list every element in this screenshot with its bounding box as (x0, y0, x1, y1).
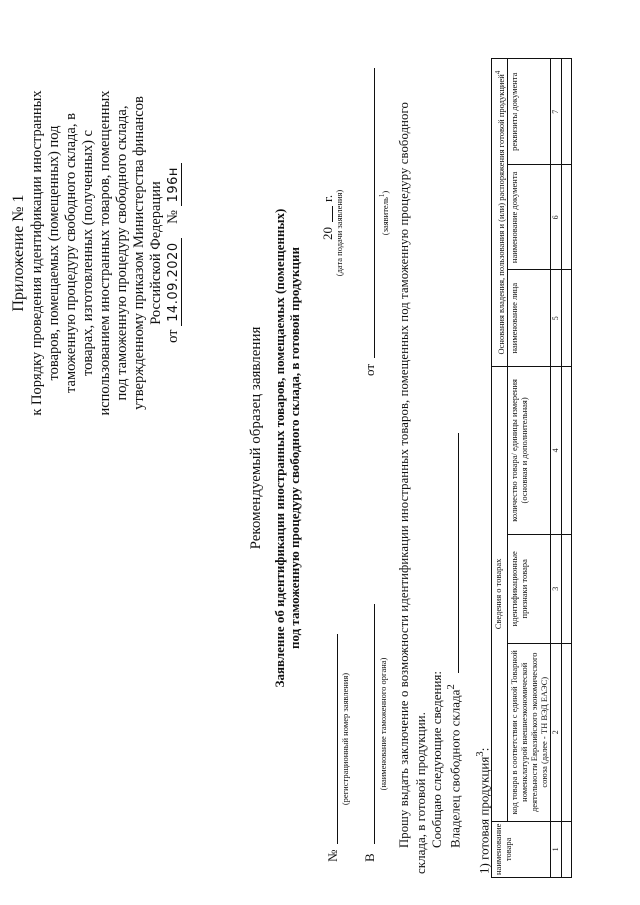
table-group-basis: Основания владения, пользования и (или) распоряжения готовой продукцией$^4$ (492, 59, 508, 367)
appendix-number: Приложение № 1 (10, 194, 27, 312)
request-text-cont: склада, в готовой продукции. (413, 712, 428, 874)
table-header-cell: наименование лица (507, 270, 550, 367)
request-text: Прошу выдать заключение о возможности идентификации иностранных товаров, помещенных под таможенную процедуру свободного (397, 102, 411, 848)
order-no-label: № (165, 210, 181, 224)
date-year-prefix: 20 (320, 227, 335, 240)
appendix-line: товарах, изготовленных (полученных) с (80, 130, 96, 376)
appendix-line: утвержденному приказом Министерства финансов (131, 96, 147, 410)
applicant-line (374, 68, 375, 358)
table-header-cell: количество товара/ единицы измерения (основная и дополнительная) (507, 367, 550, 534)
reg-number-caption: (регистрационный номер заявления) (340, 672, 350, 806)
column-number: 7 (550, 59, 561, 165)
footnote-marker: 2 (445, 684, 457, 690)
reg-number-prefix: № (325, 849, 340, 862)
table-header-cell: идентификационные признаки товара (507, 534, 550, 643)
owner-line (458, 433, 459, 673)
report-text: Сообщаю следующие сведения: (429, 670, 444, 848)
appendix-line: Российской Федерации (148, 181, 164, 325)
column-number: 6 (550, 165, 561, 270)
table-number-row (550, 59, 561, 878)
footnote-marker: 3 (474, 751, 486, 757)
recommended-sample-label: Рекомендуемый образец заявления (248, 326, 264, 550)
appendix-line: под таможенную процедуру свободного склада, (114, 105, 130, 401)
footnote-marker: 4 (494, 70, 502, 75)
statement-title-line: Заявление об идентификации иностранных товаров, помещаемых (помещенных) (272, 208, 287, 688)
appendix-block (10, 38, 182, 468)
order-prefix: от (165, 329, 181, 343)
owner-label: Владелец свободного склада$^2$ (445, 684, 463, 848)
statement-title (272, 148, 302, 748)
table-row (561, 59, 571, 878)
appendix-line: таможенную процедуру свободного склада, в (63, 113, 79, 393)
appendix-line: товаров, помещаемых (помещенных) под (46, 125, 62, 381)
goods-table (491, 58, 572, 878)
column-number: 4 (550, 367, 561, 534)
rotated-document-page (0, 28, 600, 888)
table-header-cell: код товара в соответствии с единой Товарной номенклатурой внешнеэкономической деятельности Евразийского экономического союза (далее - ТН ВЭД ЕАЭС) (507, 643, 550, 821)
customs-caption: (наименование таможенного органа) (378, 657, 388, 791)
column-number: 1 (550, 821, 561, 877)
table-header-cell: наименование товара (492, 821, 551, 877)
table-header-cell: реквизиты документа (507, 59, 550, 165)
order-number: 196н (166, 163, 182, 206)
table-header-group-row (492, 59, 508, 878)
appendix-line: использованием иностранных товаров, помещенных (97, 90, 113, 416)
table-header-cell: наименование документа (507, 165, 550, 270)
appendix-line: к Порядку проведения идентификации иностранных (29, 90, 45, 416)
date-year-line (332, 206, 333, 222)
table-group-goods: Сведения о товарах (492, 367, 508, 821)
footnote-marker: 1 (378, 193, 386, 198)
section1-label: 1) готовая продукция$^3$: (474, 747, 492, 874)
table-header-row (507, 59, 550, 878)
column-number: 2 (550, 643, 561, 821)
order-signature (165, 38, 182, 468)
date-year-suffix: г. (320, 194, 335, 202)
applicant-caption: (заявитель$^1$) (378, 190, 390, 236)
reg-number-line (337, 634, 338, 844)
column-number: 3 (550, 534, 561, 643)
applicant-prefix: от (362, 363, 377, 376)
column-number: 5 (550, 270, 561, 367)
date-caption: (дата подачи заявления) (334, 189, 344, 277)
customs-prefix: В (362, 853, 377, 862)
statement-title-line: под таможенную процедуру свободного склада, в готовой продукции (287, 246, 302, 650)
customs-line (374, 604, 375, 844)
order-date: 14.09.2020 (166, 238, 182, 325)
